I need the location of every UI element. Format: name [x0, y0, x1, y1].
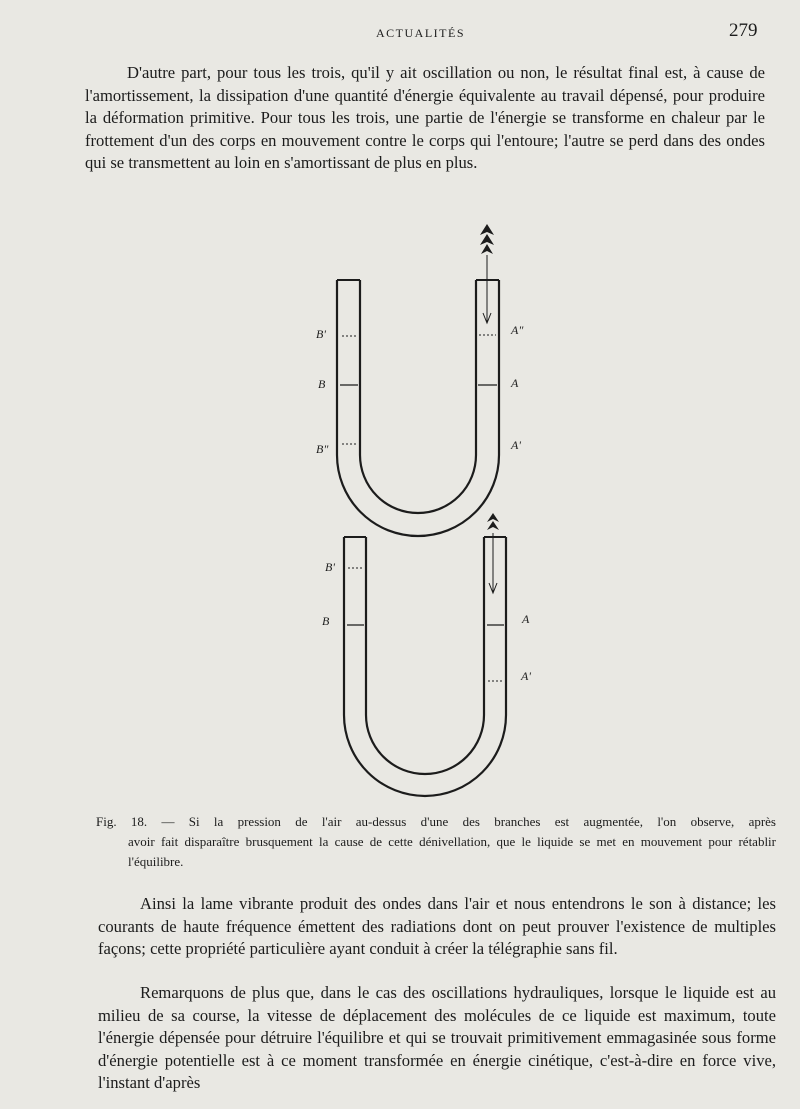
- upper-label-a: A: [511, 376, 519, 390]
- lower-label-a-prime: A': [521, 669, 531, 683]
- paragraph-hydraulic-oscillations: Remarquons de plus que, dans le cas des oscillations hydrauliques, lorsque le liquide est au milieu de sa course, la vitesse de déplacement des molécules de ce liquide est maximum, toute l'énergie dépensée pour détruire l'équilibre et qui se trouvait primitivement emmagasinée sous forme d'énergie potentielle est à ce moment transformée en énergie cinétique, c'est-à-dire en force vive, l'instant d'après: [98, 983, 776, 1093]
- lower-u-tube: [344, 533, 506, 796]
- lower-arrow-fletching: [487, 513, 499, 530]
- lower-tube-inner-wall: [366, 537, 484, 774]
- figure-u-tubes: [300, 215, 545, 805]
- figure-caption: [96, 812, 776, 872]
- upper-label-a-prime: A': [511, 438, 521, 452]
- upper-u-tube: [337, 255, 499, 536]
- upper-tube-labels: [316, 323, 524, 456]
- paragraph-energy-dissipation: D'autre part, pour tous les trois, qu'il y ait oscillation ou non, le résultat final est, à cause de l'amortissement, la dissipation d'une quantité d'énergie équivalente au travail dépensé, pour produire la déformation primitive. Pour tous les trois, une partie de l'énergie se transforme en chaleur par le frottement d'un des corps en mouvement contre le corps qui l'entoure; l'autre se perd dans des ondes qui se transmettent au loin en s'amortissant de plus en plus.: [85, 63, 765, 173]
- caption-continuation: avoir fait disparaître brusquement la cause de cette dénivellation, que le liquide se met en mouvement pour rétablir l'équilibre.: [128, 834, 776, 869]
- lower-label-b-prime: B': [325, 560, 335, 574]
- lower-label-b: B: [322, 614, 330, 628]
- u-tube-diagram: [300, 215, 545, 805]
- upper-arrow-fletching: [480, 224, 494, 254]
- caption-first-line: Fig. 18. — Si la pression de l'air au-dessus d'une des branches est augmentée, l'on observe, après: [96, 814, 776, 829]
- lower-tube-labels: [322, 560, 531, 683]
- upper-label-b-prime: B': [316, 327, 326, 341]
- running-head: ACTUALITÉS: [376, 26, 465, 40]
- upper-tube-outer-wall: [337, 280, 499, 536]
- page-number: 279: [729, 20, 758, 41]
- upper-label-a-double: A": [511, 323, 524, 337]
- upper-tube-inner-wall: [360, 280, 476, 513]
- upper-label-b-double: B": [316, 442, 329, 456]
- lower-tube-outer-wall: [344, 537, 506, 796]
- paragraph-vibrating-blade: Ainsi la lame vibrante produit des ondes dans l'air et nous entendrons le son à distance; les courants de haute fréquence émettent des radiations dont on peut prouver l'existence de multiples façons; cette propriété particulière ayant conduit à créer la télégraphie sans fil.: [98, 894, 776, 959]
- upper-label-b: B: [318, 377, 326, 391]
- lower-label-a: A: [522, 612, 530, 626]
